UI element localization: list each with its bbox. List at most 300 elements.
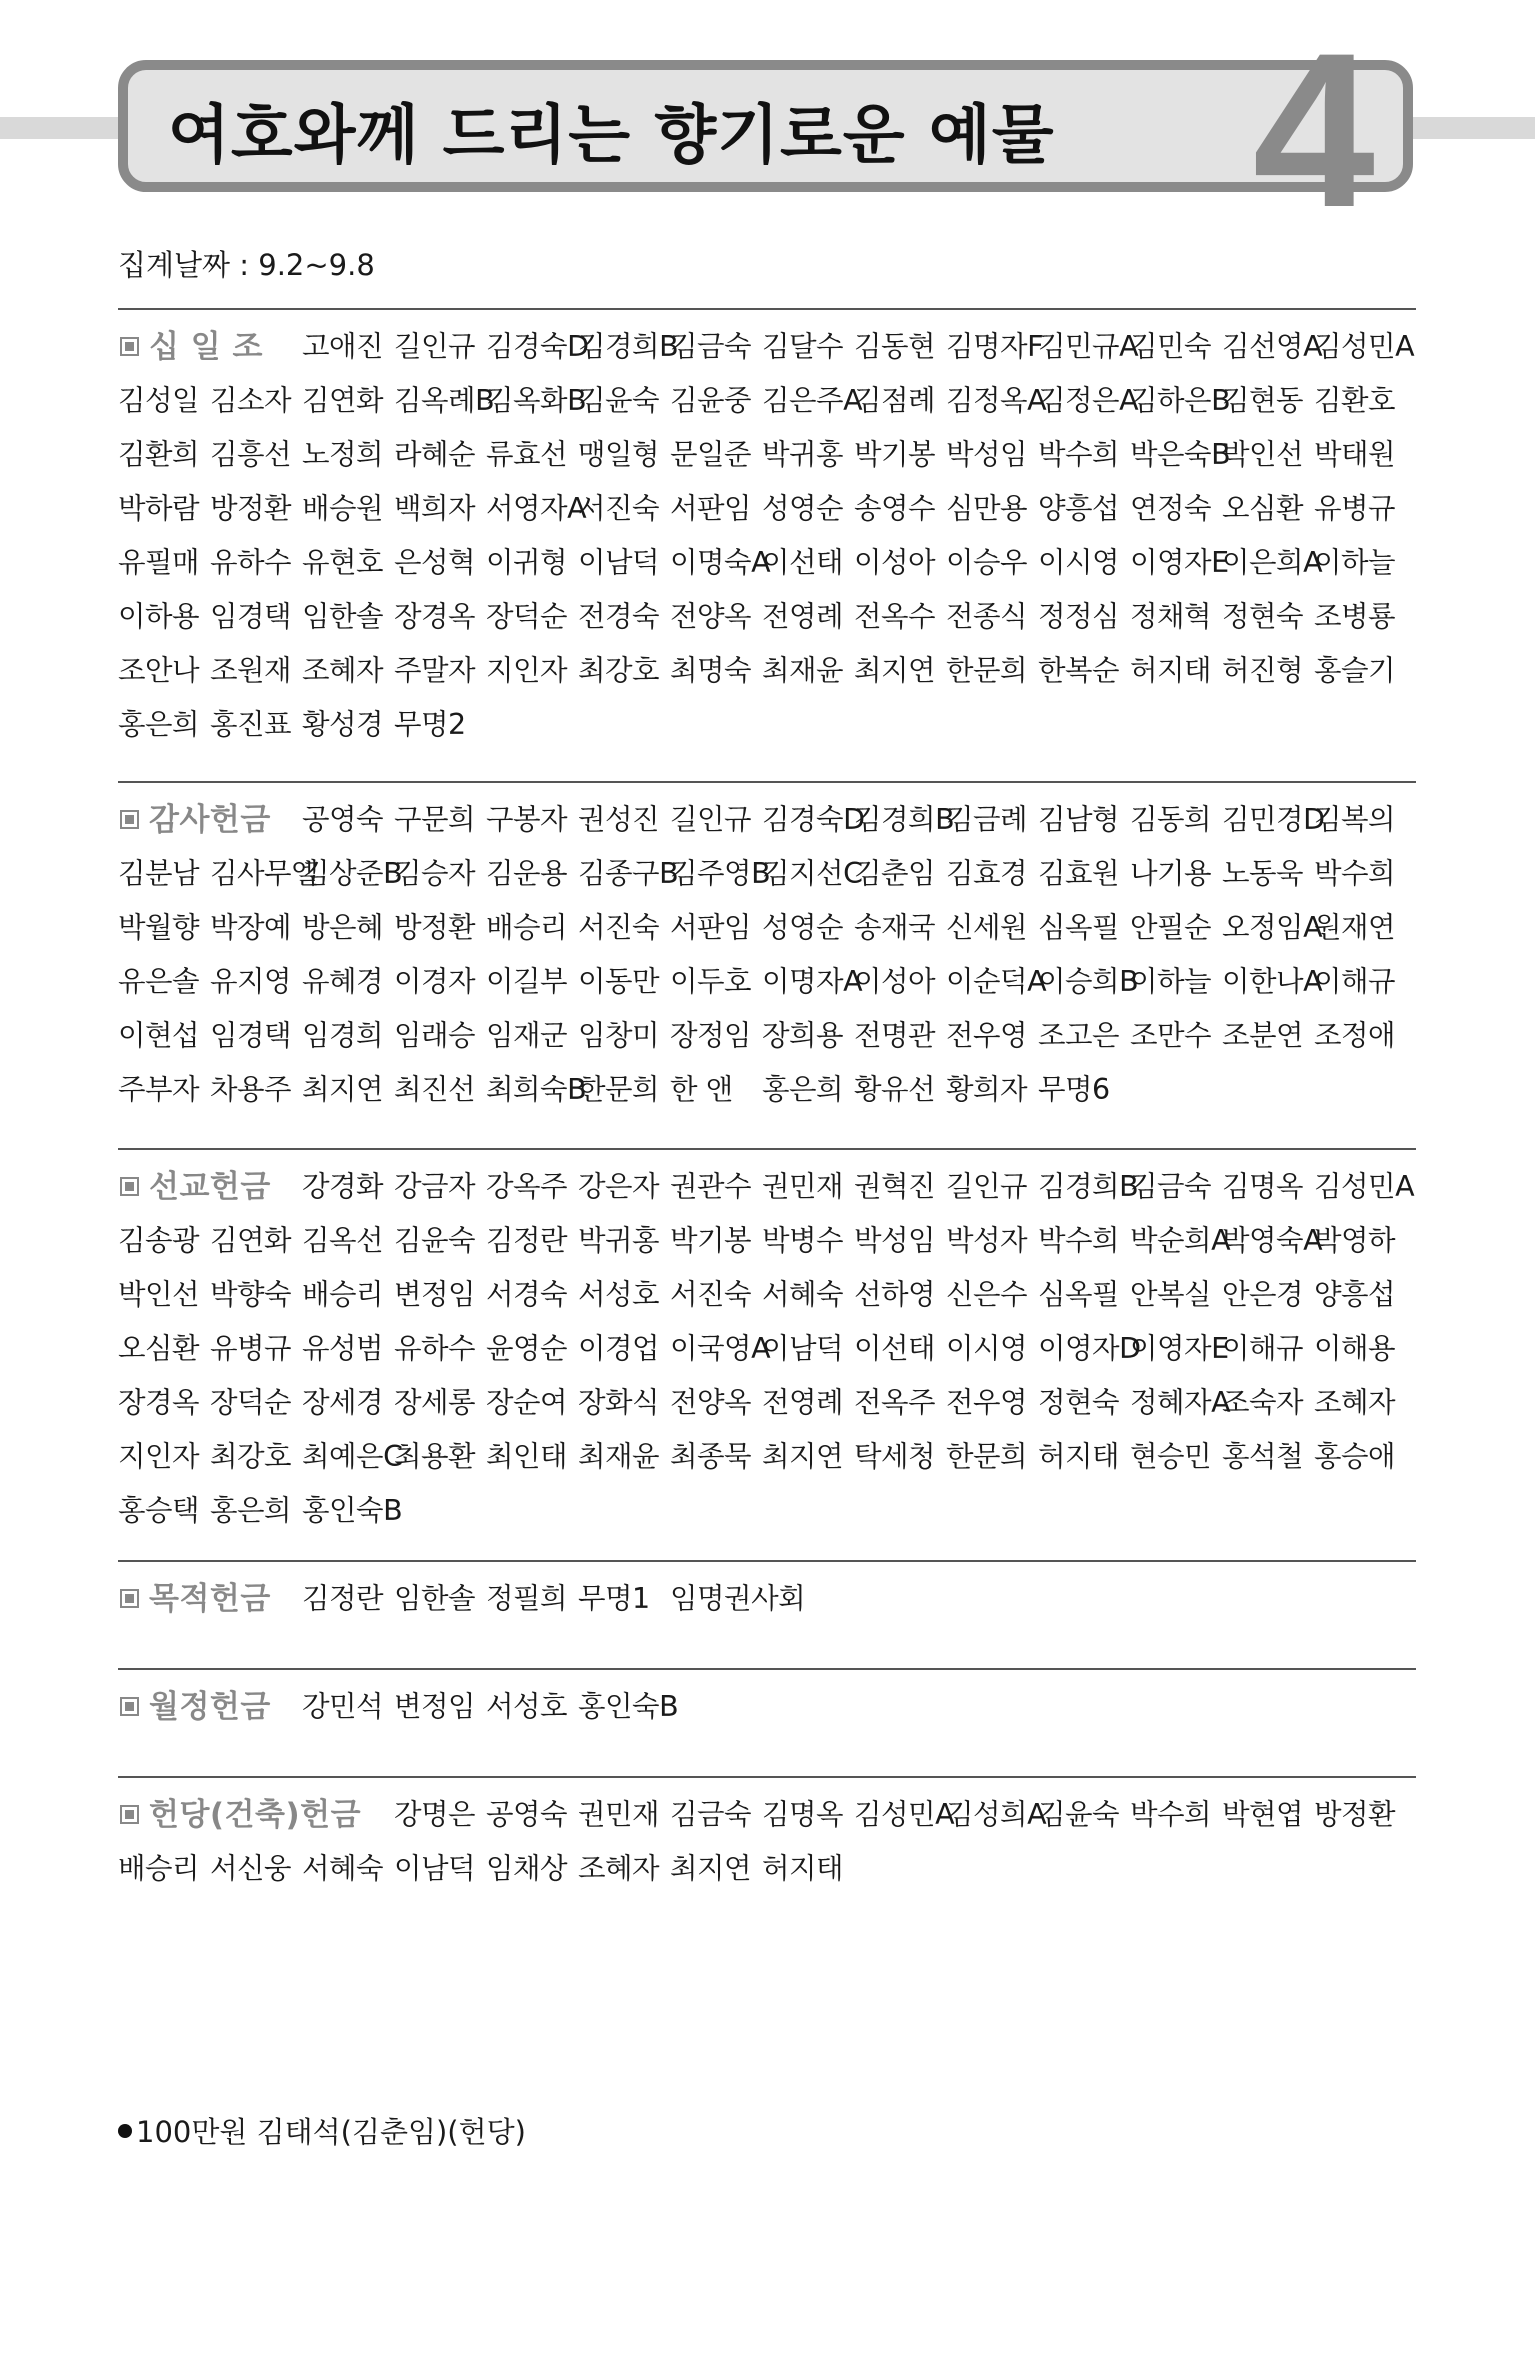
donor-name: 허지태 [1130,654,1212,687]
section-divider [118,308,1416,310]
donor-name: 김윤숙 [1038,1798,1120,1831]
donor-name: 방정환 [394,911,476,944]
donor-name: 조혜자 [578,1852,660,1885]
donor-name: 안필순 [1130,911,1212,944]
donor-name: 장화식 [578,1386,660,1419]
donor-name: 오심환 [1222,492,1304,525]
donor-name: 이시영 [946,1332,1028,1365]
donor-name: 박귀홍 [762,438,844,471]
donor-name: 김동현 [854,330,936,363]
donor-name: 박성임 [854,1224,936,1257]
section-label [120,320,263,374]
donor-name: 배승원 [302,492,384,525]
donor-name: 임창미 [578,1019,660,1052]
donor-name: 이영자E [1130,1332,1229,1365]
donor-name: 강경화 [302,1170,384,1203]
donor-name: 김춘임 [854,857,936,890]
donor-name: 이해규 [1222,1332,1304,1365]
donor-name: 임경희 [302,1019,384,1052]
donor-name: 유병규 [1314,492,1396,525]
donor-name: 서성호 [486,1690,568,1723]
donor-name: 유성범 [302,1332,384,1365]
donor-name: 유지영 [210,965,292,998]
name-row [118,1484,1418,1538]
donor-name: 양흥섭 [1038,492,1120,525]
donor-name: 조만수 [1130,1019,1212,1052]
donor-name: 박성자 [946,1224,1028,1257]
footnote [118,2110,526,2151]
donor-name: 김흥선 [210,438,292,471]
donor-name: 이선태 [854,1332,936,1365]
donor-name: 조안나 [118,654,200,687]
donor-name: 박장예 [210,911,292,944]
donor-name: 조숙자 [1222,1386,1304,1419]
donor-name: 윤영순 [486,1332,568,1365]
name-row [118,1160,1418,1214]
donor-name: 강금자 [394,1170,476,1203]
donor-name: 김옥화B [486,384,587,417]
section-divider [118,1776,1416,1778]
donor-name: 이성아 [854,546,936,579]
name-row [118,1322,1418,1376]
donor-name: 최명숙 [670,654,752,687]
donor-name: 서성호 [578,1278,660,1311]
donor-name: 백희자 [394,492,476,525]
donor-name: 이승우 [946,546,1028,579]
donor-name: 지인자 [486,654,568,687]
donor-name: 이귀형 [486,546,568,579]
donor-name: 한문희 [946,654,1028,687]
donor-name: 김상준B [302,857,403,890]
donor-name: 박인선 [1222,438,1304,471]
donor-name: 공영숙 [302,803,384,836]
donor-name: 정현숙 [1222,600,1304,633]
donor-name: 이해용 [1314,1332,1396,1365]
donor-name: 서혜숙 [302,1852,384,1885]
donor-name: 장희용 [762,1019,844,1052]
donor-name: 유필매 [118,546,200,579]
donor-name: 정채혁 [1130,600,1212,633]
section-label-text: 감사헌금 [149,802,271,838]
donor-name: 구문희 [394,803,476,836]
donor-name: 강은자 [578,1170,660,1203]
donor-name: 최지연 [854,654,936,687]
donor-name: 허지태 [762,1852,844,1885]
section-divider [118,1668,1416,1670]
donor-name: 전양옥 [670,600,752,633]
donor-name: 임재군 [486,1019,568,1052]
donor-name: 성영순 [762,911,844,944]
name-row [118,590,1418,644]
donor-name: 최지연 [762,1440,844,1473]
square-bullet-icon [120,1805,139,1824]
donor-name: 오정임A [1222,911,1323,944]
donor-name: 이경자 [394,965,476,998]
donor-name: 박인선 [118,1278,200,1311]
donor-name: 김사무엘 [210,857,319,890]
offering-section [118,793,1418,1117]
donor-name: 조혜자 [302,654,384,687]
donor-name: 길인규 [670,803,752,836]
donor-name: 박수희 [1038,1224,1120,1257]
name-row [118,1268,1418,1322]
name-row [118,482,1418,536]
donor-name: 연정숙 [1130,492,1212,525]
donor-name: 장덕순 [486,600,568,633]
donor-name: 이동만 [578,965,660,998]
donor-name: 김명자F [946,330,1043,363]
donor-name: 배승리 [302,1278,384,1311]
donor-name: 한문희 [946,1440,1028,1473]
name-row [118,428,1418,482]
donor-name: 임경택 [210,1019,292,1052]
donor-name: 김윤숙 [394,1224,476,1257]
donor-name: 무명1 [578,1582,650,1615]
donor-name: 주부자 [118,1073,200,1106]
donor-name: 박순희A [1130,1224,1231,1257]
donor-name: 조원재 [210,654,292,687]
donor-name: 박수희 [1130,1798,1212,1831]
donor-name: 전옥수 [854,600,936,633]
donor-name: 홍승택 [118,1494,200,1527]
name-row [118,698,1418,752]
donor-name: 유은솔 [118,965,200,998]
donor-name: 홍인숙B [578,1690,679,1723]
donor-name: 김송광 [118,1224,200,1257]
donor-name: 이성아 [854,965,936,998]
donor-name: 김하은B [1130,384,1231,417]
offering-section [118,1572,1418,1626]
donor-name: 박병수 [762,1224,844,1257]
donor-name: 김명옥 [1222,1170,1304,1203]
donor-name: 김윤중 [670,384,752,417]
footnote-text: 100만원 김태석(김춘임)(헌당) [136,2115,526,2149]
donor-name: 김금숙 [1130,1170,1212,1203]
donor-name: 정혜자A [1130,1386,1231,1419]
donor-name: 변정임 [394,1690,476,1723]
donor-name: 이해규 [1314,965,1396,998]
name-row [118,1063,1418,1117]
donor-name: 전우영 [946,1019,1028,1052]
donor-name: 안은경 [1222,1278,1304,1311]
donor-name: 김민규A [1038,330,1139,363]
donor-name: 최재윤 [578,1440,660,1473]
name-row [118,1572,1418,1626]
bullet-icon [118,2124,132,2138]
donor-name: 최지연 [302,1073,384,1106]
donor-name: 김현동 [1222,384,1304,417]
donor-name: 전옥주 [854,1386,936,1419]
donor-name: 김명옥 [762,1798,844,1831]
section-label-text: 월정헌금 [149,1689,271,1725]
donor-name: 김정옥A [946,384,1047,417]
donor-name: 김성희A [946,1798,1047,1831]
donor-name: 고애진 [302,330,384,363]
donor-name: 이하늘 [1314,546,1396,579]
donor-name: 장경옥 [394,600,476,633]
donor-name: 오심환 [118,1332,200,1365]
section-divider [118,1148,1416,1150]
donor-name: 전경숙 [578,600,660,633]
section-label-text: 선교헌금 [149,1169,271,1205]
donor-name: 이남덕 [394,1852,476,1885]
donor-name: 김효원 [1038,857,1120,890]
section-divider [118,1560,1416,1562]
donor-name: 원재연 [1314,911,1396,944]
donor-name: 이현섭 [118,1019,200,1052]
donor-name: 이승희B [1038,965,1139,998]
donor-name: 홍석철 [1222,1440,1304,1473]
donor-name: 최재윤 [762,654,844,687]
donor-name: 김분남 [118,857,200,890]
donor-name: 김지선C [762,857,863,890]
donor-name: 차용주 [210,1073,292,1106]
donor-name: 송영수 [854,492,936,525]
donor-name: 변정임 [394,1278,476,1311]
donor-name: 구봉자 [486,803,568,836]
name-row [118,320,1418,374]
donor-name: 박월향 [118,911,200,944]
offering-section [118,1160,1418,1538]
donor-name: 홍인숙B [302,1494,403,1527]
donor-name: 홍은희 [762,1073,844,1106]
donor-name: 장순여 [486,1386,568,1419]
donor-name: 안복실 [1130,1278,1212,1311]
donor-name: 권관수 [670,1170,752,1203]
donor-name: 이명자A [762,965,863,998]
donor-name: 배승리 [118,1852,200,1885]
square-bullet-icon [120,1177,139,1196]
donor-name: 이두호 [670,965,752,998]
donor-name: 문일준 [670,438,752,471]
donor-name: 이시영 [1038,546,1120,579]
donor-name: 최인태 [486,1440,568,1473]
title-banner [118,7,1413,253]
name-row [118,1214,1418,1268]
section-divider [118,781,1416,783]
donor-name: 김환호 [1314,384,1396,417]
donor-name: 이경업 [578,1332,660,1365]
donor-name: 김금숙 [670,330,752,363]
donor-name: 무명6 [1038,1073,1110,1106]
donor-name: 김성일 [118,384,200,417]
donor-name: 최용환 [394,1440,476,1473]
donor-name: 이명숙A [670,546,771,579]
donor-name: 권민재 [762,1170,844,1203]
donor-name: 전양옥 [670,1386,752,1419]
donor-name: 나기용 [1130,857,1212,890]
donor-name: 최희숙B [486,1073,587,1106]
name-row [118,1376,1418,1430]
donor-name: 황희자 [946,1073,1028,1106]
name-row [118,955,1418,1009]
donor-name: 서진숙 [578,911,660,944]
donor-name: 김환희 [118,438,200,471]
donor-name: 강명은 [394,1798,476,1831]
donor-name: 서경숙 [486,1278,568,1311]
donor-name: 전우영 [946,1386,1028,1419]
donor-name: 임한솔 [302,600,384,633]
donor-name: 방은혜 [302,911,384,944]
donor-name: 김성민A [1314,1170,1415,1203]
donor-name: 박현엽 [1222,1798,1304,1831]
donor-name: 김정란 [486,1224,568,1257]
donor-name: 노정희 [302,438,384,471]
page-title: 여호와께 드리는 향기로운 예물 [168,99,1055,173]
donor-name: 홍승애 [1314,1440,1396,1473]
donor-name: 임한솔 [394,1582,476,1615]
donor-name: 홍슬기 [1314,654,1396,687]
donor-name: 유현호 [302,546,384,579]
donor-name: 이선태 [762,546,844,579]
donor-name: 장덕순 [210,1386,292,1419]
donor-name: 김옥선 [302,1224,384,1257]
name-row [118,901,1418,955]
donor-name: 방정환 [210,492,292,525]
donor-name: 박귀홍 [578,1224,660,1257]
donor-name: 무명2 [394,708,466,741]
donor-name: 김정은A [1038,384,1139,417]
section-label-text: 십 일 조 [149,329,263,365]
donor-name: 김윤숙 [578,384,660,417]
donor-name: 배승리 [486,911,568,944]
donor-name: 김성민A [854,1798,955,1831]
donor-name: 김승자 [394,857,476,890]
donor-name: 선하영 [854,1278,936,1311]
name-row [118,644,1418,698]
donor-name: 김연화 [302,384,384,417]
donor-name: 김소자 [210,384,292,417]
donor-name: 길인규 [946,1170,1028,1203]
donor-name: 서신웅 [210,1852,292,1885]
donor-name: 권성진 [578,803,660,836]
donor-name: 조고은 [1038,1019,1120,1052]
donor-name: 김경숙D [762,803,865,836]
donor-name: 신세원 [946,911,1028,944]
tally-date: 집계날짜 : 9.2~9.8 [118,248,375,282]
donor-name: 강옥주 [486,1170,568,1203]
donor-name: 홍은희 [118,708,200,741]
donor-name: 김민숙 [1130,330,1212,363]
donor-name: 서진숙 [578,492,660,525]
donor-name: 류효선 [486,438,568,471]
donor-name: 박은숙B [1130,438,1231,471]
donor-name: 서판임 [670,911,752,944]
donor-name: 김금례 [946,803,1028,836]
name-row [118,1009,1418,1063]
donor-name: 전종식 [946,600,1028,633]
page-number: 4 [1252,7,1375,253]
donor-name: 심만용 [946,492,1028,525]
donor-name: 탁세청 [854,1440,936,1473]
donor-name: 조병룡 [1314,600,1396,633]
section-label [120,1788,361,1842]
donor-name: 김금숙 [670,1798,752,1831]
donor-name: 김은주A [762,384,863,417]
donor-name: 조정애 [1314,1019,1396,1052]
donor-name: 심옥필 [1038,1278,1120,1311]
donor-name: 방정환 [1314,1798,1396,1831]
donor-name: 박수희 [1314,857,1396,890]
donor-name: 송재국 [854,911,936,944]
donor-name: 최종묵 [670,1440,752,1473]
donor-name: 양흥섭 [1314,1278,1396,1311]
donor-name: 노동욱 [1222,857,1304,890]
donor-name: 김점례 [854,384,936,417]
name-row [118,536,1418,590]
donor-name: 맹일형 [578,438,660,471]
donor-name: 전명관 [854,1019,936,1052]
donor-name: 최강호 [578,654,660,687]
donor-name: 박기봉 [854,438,936,471]
donor-name: 임채상 [486,1852,568,1885]
name-row [118,374,1418,428]
name-row [118,1430,1418,1484]
donor-name: 전영례 [762,1386,844,1419]
donor-name: 김운용 [486,857,568,890]
donor-name: 허지태 [1038,1440,1120,1473]
donor-name: 김연화 [210,1224,292,1257]
offering-section [118,1788,1418,1896]
section-label [120,1680,271,1734]
name-row [118,1842,1418,1896]
donor-name: 김종구B [578,857,679,890]
donor-name: 이한나A [1222,965,1323,998]
donor-name: 라혜순 [394,438,476,471]
name-row [118,847,1418,901]
donor-name: 김효경 [946,857,1028,890]
donor-name: 박영하 [1314,1224,1396,1257]
donor-name: 임명권사회 [670,1582,806,1615]
donor-name: 주말자 [394,654,476,687]
donor-name: 성영순 [762,492,844,525]
section-label-text: 목적헌금 [149,1581,271,1617]
donor-name: 최예은C [302,1440,403,1473]
donor-name: 홍은희 [210,1494,292,1527]
offering-section [118,320,1418,752]
donor-name: 박영숙A [1222,1224,1323,1257]
donor-name: 장세롱 [394,1386,476,1419]
donor-name: 정필희 [486,1582,568,1615]
donor-name: 현승민 [1130,1440,1212,1473]
donor-name: 심옥필 [1038,911,1120,944]
donor-name: 이하용 [118,600,200,633]
donor-name: 장정임 [670,1019,752,1052]
donor-name: 김정란 [302,1582,384,1615]
donor-name: 정정심 [1038,600,1120,633]
section-label [120,1160,271,1214]
section-label [120,793,271,847]
donor-name: 김남형 [1038,803,1120,836]
donor-name: 유하수 [210,546,292,579]
donor-name: 홍진표 [210,708,292,741]
donor-name: 장세경 [302,1386,384,1419]
offering-section [118,1680,1418,1734]
square-bullet-icon [120,810,139,829]
donor-name: 이남덕 [762,1332,844,1365]
donor-name: 허진형 [1222,654,1304,687]
donor-name: 서영자A [486,492,587,525]
donor-name: 최지연 [670,1852,752,1885]
donor-name: 이하늘 [1130,965,1212,998]
donor-name: 장경옥 [118,1386,200,1419]
donor-name: 서판임 [670,492,752,525]
donor-name: 이영자D [1038,1332,1141,1365]
donor-name: 김민경D [1222,803,1325,836]
donor-name: 박향숙 [210,1278,292,1311]
donor-name: 이국영A [670,1332,771,1365]
donor-name: 조분연 [1222,1019,1304,1052]
